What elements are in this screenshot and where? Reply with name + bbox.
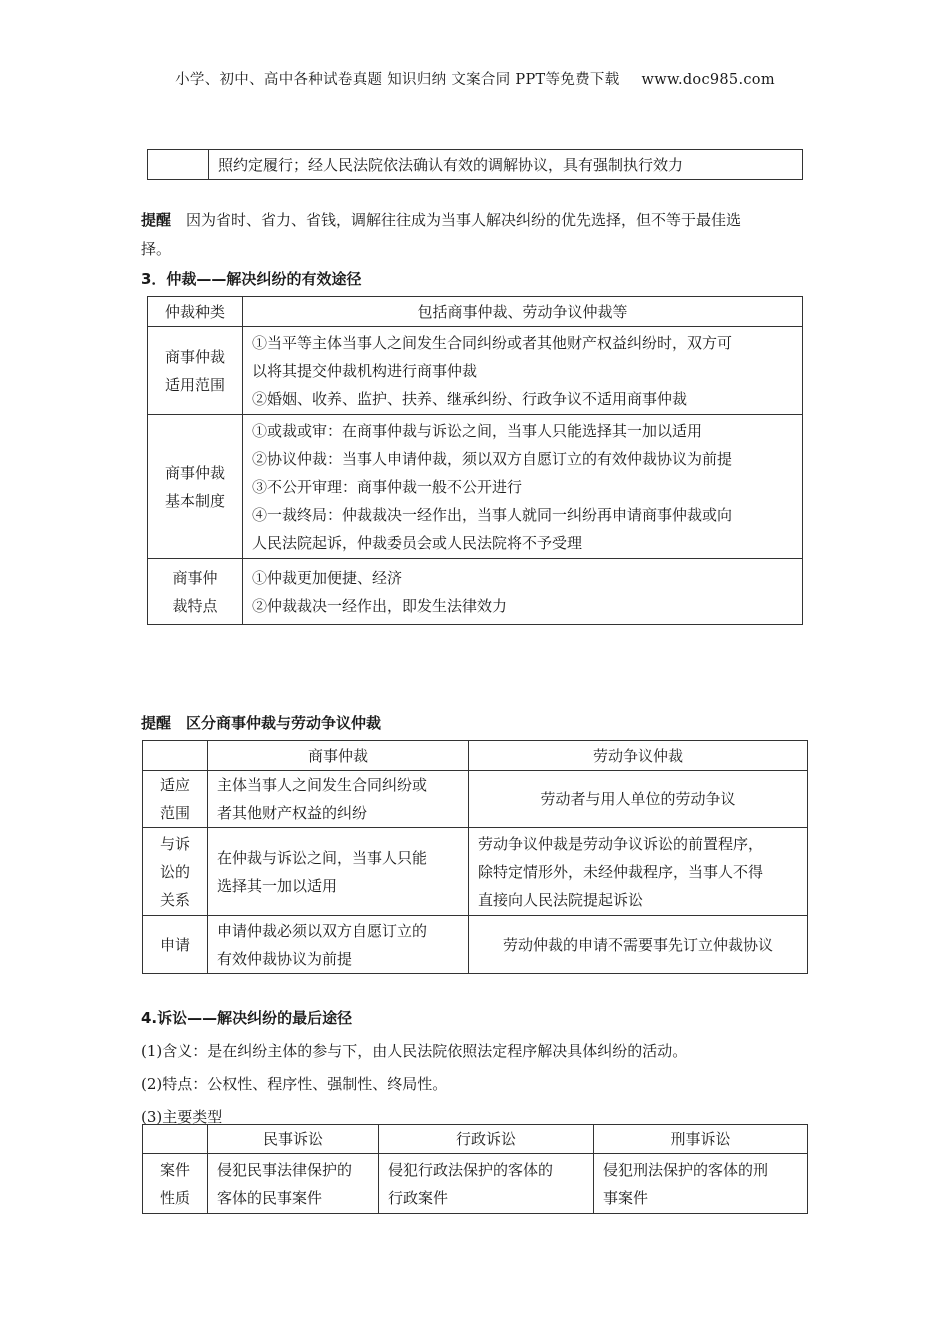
labor-cell	[469, 916, 808, 974]
commercial-cell	[208, 771, 469, 828]
cell-line: 劳动争议仲裁是劳动争议诉讼的前置程序，	[478, 834, 764, 853]
table-row	[143, 1154, 808, 1214]
row-label-line: 裁特点	[172, 596, 218, 615]
tip1	[141, 206, 813, 264]
row-content-line: ②仲裁裁决一经作出，即发生法律效力	[252, 596, 508, 615]
top-table	[147, 149, 803, 180]
row-content-line: ①仲裁更加便捷、经济	[252, 568, 403, 587]
page-header	[0, 68, 950, 89]
header-cell: 劳动争议仲裁	[469, 741, 808, 771]
cell-line: 劳动仲裁的申请不需要事先订立仲裁协议	[502, 935, 773, 954]
row-content-line: 人民法院起诉，仲裁委员会或人民法院将不予受理	[252, 533, 583, 552]
row-label-line: 与诉	[159, 834, 190, 853]
row-label	[148, 559, 243, 625]
row-label-line: 性质	[159, 1188, 190, 1207]
row-label-line: 适用范围	[164, 375, 225, 394]
row-content-line: ②协议仲裁：当事人申请仲裁，须以双方自愿订立的有效仲裁协议为前提	[252, 449, 733, 468]
header-cell: 行政诉讼	[379, 1125, 594, 1154]
row-content-line: ①当平等主体当事人之间发生合同纠纷或者其他财产权益纠纷时，双方可	[252, 333, 733, 352]
commercial-cell	[208, 828, 469, 916]
row-content: 包括商事仲裁、劳动争议仲裁等	[243, 297, 803, 327]
cell-line: 除特定情形外，未经仲裁程序，当事人不得	[478, 862, 764, 881]
section4-heading: 4.诉讼——解决纠纷的最后途径	[141, 1009, 353, 1027]
row-content	[243, 327, 803, 415]
table-row	[148, 327, 803, 415]
row-label-line: 适应	[159, 776, 190, 794]
table-row	[143, 828, 808, 916]
commercial-cell	[208, 916, 469, 974]
civil-cell	[208, 1154, 379, 1214]
row-content-line: ③不公开审理：商事仲裁一般不公开进行	[252, 477, 523, 496]
row-label	[148, 415, 243, 559]
cell-line: 事案件	[603, 1188, 649, 1207]
arbitration-table	[147, 296, 803, 625]
section4-meaning: (1)含义：是在纠纷主体的参与下，由人民法院依照法定程序解决具体纠纷的活动。	[141, 1042, 688, 1060]
row-label-line: 商事仲裁	[164, 463, 225, 482]
cell-line: 行政案件	[388, 1188, 449, 1207]
cell-line: 侵犯刑法保护的客体的刑	[603, 1160, 769, 1179]
row-label-line: 申请	[159, 935, 190, 954]
labor-cell	[469, 828, 808, 916]
table-row	[148, 559, 803, 625]
header-cell: 民事诉讼	[208, 1125, 379, 1154]
table-row	[143, 1125, 808, 1154]
row-label-line: 关系	[159, 890, 190, 909]
row-label-line: 商事仲	[172, 568, 218, 587]
cell-line: 者其他财产权益的纠纷	[217, 804, 368, 822]
table-row	[143, 916, 808, 974]
section4-features: (2)特点：公权性、程序性、强制性、终局性。	[141, 1075, 448, 1093]
header-text: 小学、初中、高中各种试卷真题 知识归纳 文案合同 PPT等免费下载	[175, 72, 620, 88]
row-label-line: 基本制度	[164, 491, 225, 510]
row-label: 仲裁种类	[148, 297, 243, 327]
section4-types-title: (3)主要类型	[141, 1108, 223, 1126]
tip2-heading: 提醒 区分商事仲裁与劳动争议仲裁	[141, 714, 382, 732]
table-row	[148, 297, 803, 327]
cell-line: 侵犯民事法律保护的	[217, 1160, 353, 1179]
row-content	[243, 415, 803, 559]
cell-line: 劳动者与用人单位的劳动争议	[540, 790, 736, 808]
tip1-text-line2: 择。	[141, 240, 172, 258]
section3-heading: 3．仲裁——解决纠纷的有效途径	[141, 270, 362, 288]
table-row	[148, 415, 803, 559]
row-label	[143, 771, 208, 828]
header-cell	[143, 741, 208, 771]
tip1-text-line1: 因为省时、省力、省钱，调解往往成为当事人解决纠纷的优先选择，但不等于最佳选	[186, 211, 742, 229]
section4	[141, 1002, 687, 1134]
labor-cell	[469, 771, 808, 828]
tip1-label: 提醒	[141, 211, 172, 229]
admin-cell	[379, 1154, 594, 1214]
row-label-line: 范围	[159, 804, 190, 822]
row-content-line: ①或裁或审：在商事仲裁与诉讼之间，当事人只能选择其一加以适用	[252, 421, 703, 440]
cell-line: 侵犯行政法保护的客体的	[388, 1160, 554, 1179]
cell-line: 直接向人民法院提起诉讼	[478, 890, 644, 909]
row-content-line: ④一裁终局：仲裁裁决一经作出，当事人就同一纠纷再申请商事仲裁或向	[252, 505, 733, 524]
top-table-empty-cell	[148, 150, 209, 180]
cell-line: 有效仲裁协议为前提	[217, 949, 353, 968]
top-table-cell: 照约定履行；经人民法院依法确认有效的调解协议，具有强制执行效力	[209, 150, 803, 180]
row-label-line: 商事仲裁	[164, 347, 225, 366]
header-cell	[143, 1125, 208, 1154]
row-label	[143, 916, 208, 974]
cell-line: 选择其一加以适用	[217, 876, 338, 895]
cell-line: 申请仲裁必须以双方自愿订立的	[217, 921, 428, 940]
row-content-line: 以将其提交仲裁机构进行商事仲裁	[252, 361, 478, 380]
header-site: www.doc985.com	[641, 72, 775, 88]
litigation-types-table	[142, 1124, 808, 1214]
row-label-line: 案件	[159, 1160, 190, 1179]
criminal-cell	[594, 1154, 808, 1214]
row-label	[143, 1154, 208, 1214]
cell-line: 客体的民事案件	[217, 1188, 323, 1207]
header-cell: 刑事诉讼	[594, 1125, 808, 1154]
row-label-line: 讼的	[159, 862, 190, 881]
row-label	[143, 828, 208, 916]
comparison-table	[142, 740, 808, 974]
row-content	[243, 559, 803, 625]
table-row	[143, 771, 808, 828]
cell-line: 主体当事人之间发生合同纠纷或	[217, 776, 428, 794]
cell-line: 在仲裁与诉讼之间，当事人只能	[217, 848, 428, 867]
row-content-line: ②婚姻、收养、监护、扶养、继承纠纷、行政争议不适用商事仲裁	[252, 389, 688, 408]
row-label	[148, 327, 243, 415]
header-cell: 商事仲裁	[208, 741, 469, 771]
table-row	[143, 741, 808, 771]
